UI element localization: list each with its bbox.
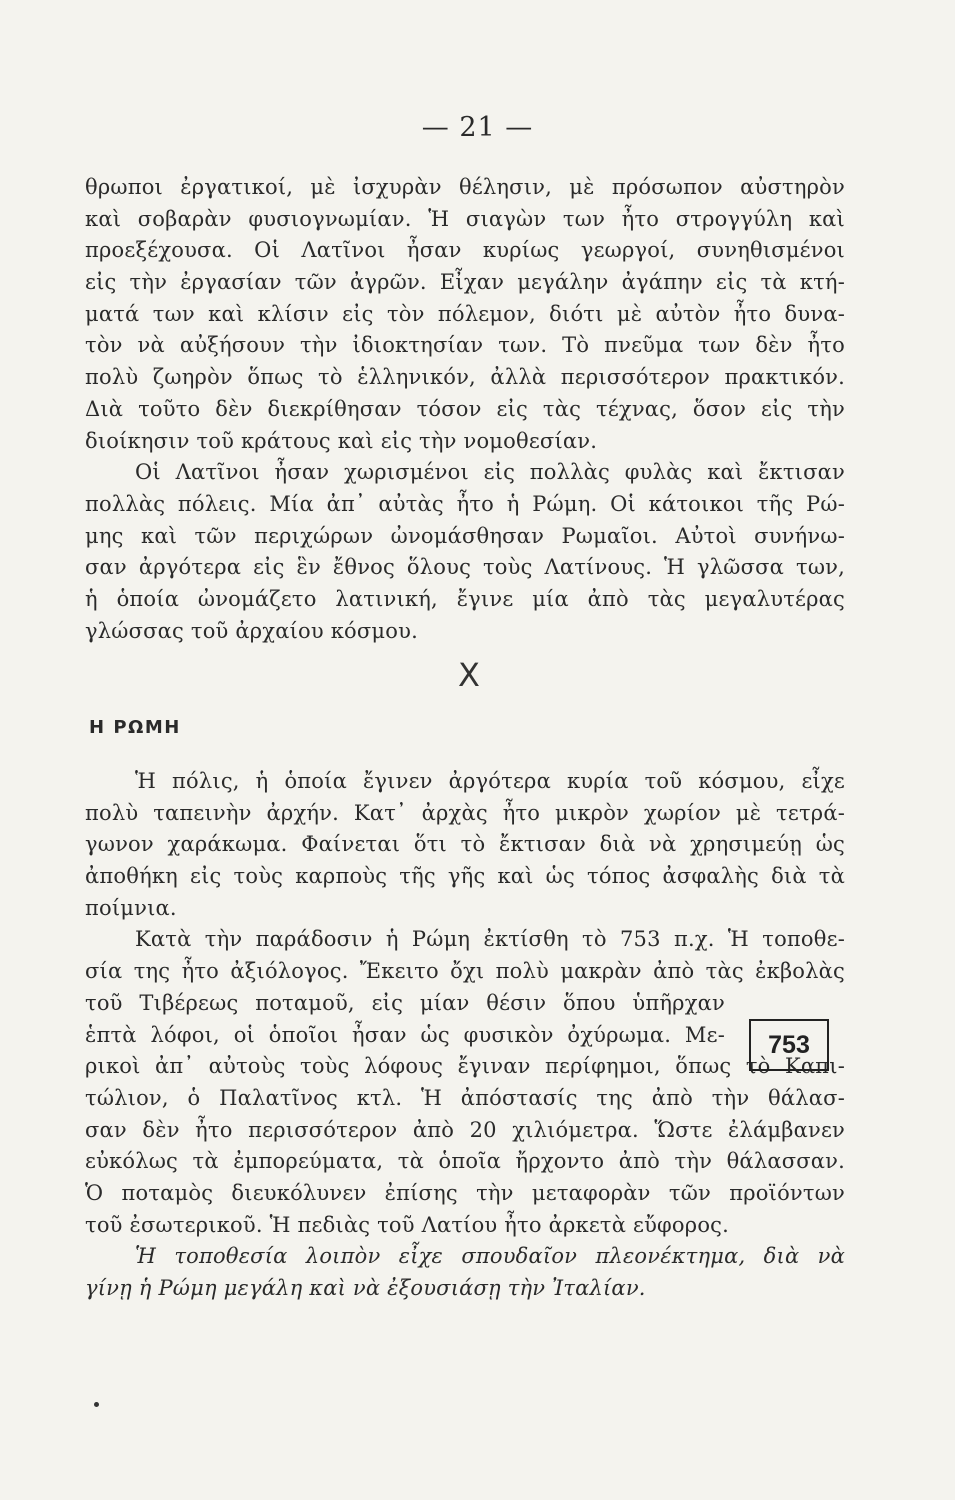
text-line: διοίκησιν τοῦ κράτους καὶ εἰς τὴν νομοθεσίαν.: [85, 428, 598, 453]
text-line: ποίμνια.: [85, 895, 177, 920]
text-line: πολὺ ζωηρὸν ὅπως τὸ ἑλληνικόν, ἀλλὰ περισσότερον πρακτικόν.: [85, 365, 845, 390]
margin-date-box: 753: [749, 1019, 829, 1071]
text-line: Ὁ ποταμὸς διευκόλυνεν ἐπίσης τὴν μεταφορὰν τῶν προϊόντων: [85, 1180, 845, 1205]
text-line: σαν δὲν ἦτο περισσότερον ἀπὸ 20 χιλιόμετρα. Ὥστε ἐλάμβανεν: [85, 1117, 845, 1142]
text-line: γλώσσας τοῦ ἀρχαίου κόσμου.: [85, 618, 418, 643]
text-line: Ἡ τοποθεσία λοιπὸν εἶχε σπουδαῖον πλεονέκτημα, διὰ νὰ: [135, 1244, 845, 1269]
text-line: πολὺ ταπεινὴν ἀρχήν. Κατ᾿ ἀρχὰς ἦτο μικρὸν χωρίον μὲ τετρά-: [85, 800, 845, 825]
text-line: τοῦ ἐσωτερικοῦ. Ἡ πεδιὰς τοῦ Λατίου ἦτο ἀρκετὰ εὔφορος.: [85, 1212, 730, 1237]
text-line: ματά των καὶ κλίσιν εἰς τὸν πόλεμον, διότι μὲ αὐτὸν ἦτο δυνα-: [85, 301, 845, 326]
handwritten-mark: X: [458, 656, 480, 694]
section-heading: Η ΡΩΜΗ: [89, 717, 181, 738]
text-line: θρωποι ἐργατικοί, μὲ ἰσχυρὰν θέλησιν, μὲ πρόσωπον αὐστηρὸν: [85, 175, 845, 199]
text-line: μης καὶ τῶν περιχώρων ὠνομάσθησαν Ρωμαῖοι. Αὐτοὶ συνήνω-: [85, 523, 845, 548]
rome-text: [85, 766, 845, 1305]
text-line: εὐκόλως τὰ ἐμπορεύματα, τὰ ὁποῖα ἤρχοντο ἀπὸ τὴν θάλασσαν.: [85, 1149, 845, 1174]
text-line: ἀποθήκη εἰς τοὺς καρποὺς τῆς γῆς καὶ ὡς τόπος ἀσφαλὴς διὰ τὰ: [85, 864, 845, 889]
text-line: σία της ἦτο ἀξιόλογος. Ἔκειτο ὄχι πολὺ μακρὰν ἀπὸ τὰς ἐκβολὰς: [85, 959, 845, 984]
text-line: Ἡ πόλις, ἡ ὁποία ἔγινεν ἀργότερα κυρία τοῦ κόσμου, εἶχε: [135, 769, 845, 793]
text-line: σαν ἀργότερα εἰς ἓν ἔθνος ὅλους τοὺς Λατίνους. Ἡ γλῶσσα των,: [85, 555, 845, 580]
text-line: τώλιον, ὁ Παλατῖνος κτλ. Ἡ ἀπόστασίς της ἀπὸ τὴν θάλασ-: [85, 1085, 845, 1110]
text-line: Οἱ Λατῖνοι ἦσαν χωρισμένοι εἰς πολλὰς φυλὰς καὶ ἔκτισαν: [135, 460, 845, 485]
text-line: εἰς τὴν ἐργασίαν τῶν ἀγρῶν. Εἶχαν μεγάλην ἀγάπην εἰς τὰ κτή-: [85, 270, 845, 295]
intro-text: [85, 172, 845, 647]
text-line: τοῦ Τιβέρεως ποταμοῦ, εἰς μίαν θέσιν ὅπου ὑπῆρχαν: [85, 990, 725, 1015]
page-number: — 21 —: [421, 112, 534, 143]
text-line: πολλὰς πόλεις. Μία ἀπ᾿ αὐτὰς ἦτο ἡ Ρώμη. Οἱ κάτοικοι τῆς Ρώ-: [85, 491, 845, 516]
text-line: ρικοὶ ἀπ᾿ αὐτοὺς τοὺς λόφους ἔγιναν περίφημοι, ὅπως τὸ Καπι-: [85, 1054, 845, 1079]
text-line: Διὰ τοῦτο δὲν διεκρίθησαν τόσον εἰς τὰς τέχνας, ὅσον εἰς τὴν: [85, 396, 845, 421]
text-line: ἡ ὁποία ὠνομάζετο λατινική, ἔγινε μία ἀπὸ τὰς μεγαλυτέρας: [85, 586, 845, 611]
text-line: γωνον χαράκωμα. Φαίνεται ὅτι τὸ ἔκτισαν διὰ νὰ χρησιμεύῃ ὡς: [85, 832, 845, 857]
text-line: Κατὰ τὴν παράδοσιν ἡ Ρώμη ἐκτίσθη τὸ 753 π.χ. Ἡ τοποθε-: [135, 927, 845, 952]
text-line: γίνῃ ἡ Ρώμη μεγάλη καὶ νὰ ἐξουσιάσῃ τὴν Ἰταλίαν.: [85, 1276, 646, 1300]
text-line: ἑπτὰ λόφοι, οἱ ὁποῖοι ἦσαν ὡς φυσικὸν ὀχύρωμα. Με-: [85, 1022, 725, 1047]
text-line: προεξέχουσα. Οἱ Λατῖνοι ἦσαν κυρίως γεωργοί, συνηθισμένοι: [85, 238, 845, 263]
ink-dot: [94, 1402, 99, 1407]
text-line: τὸν νὰ αὐξήσουν τὴν ἰδιοκτησίαν των. Τὸ πνεῦμα των δὲν ἦτο: [85, 333, 845, 358]
text-line: καὶ σοβαρὰν φυσιογνωμίαν. Ἡ σιαγὼν των ἦτο στρογγύλη καὶ: [85, 206, 845, 231]
